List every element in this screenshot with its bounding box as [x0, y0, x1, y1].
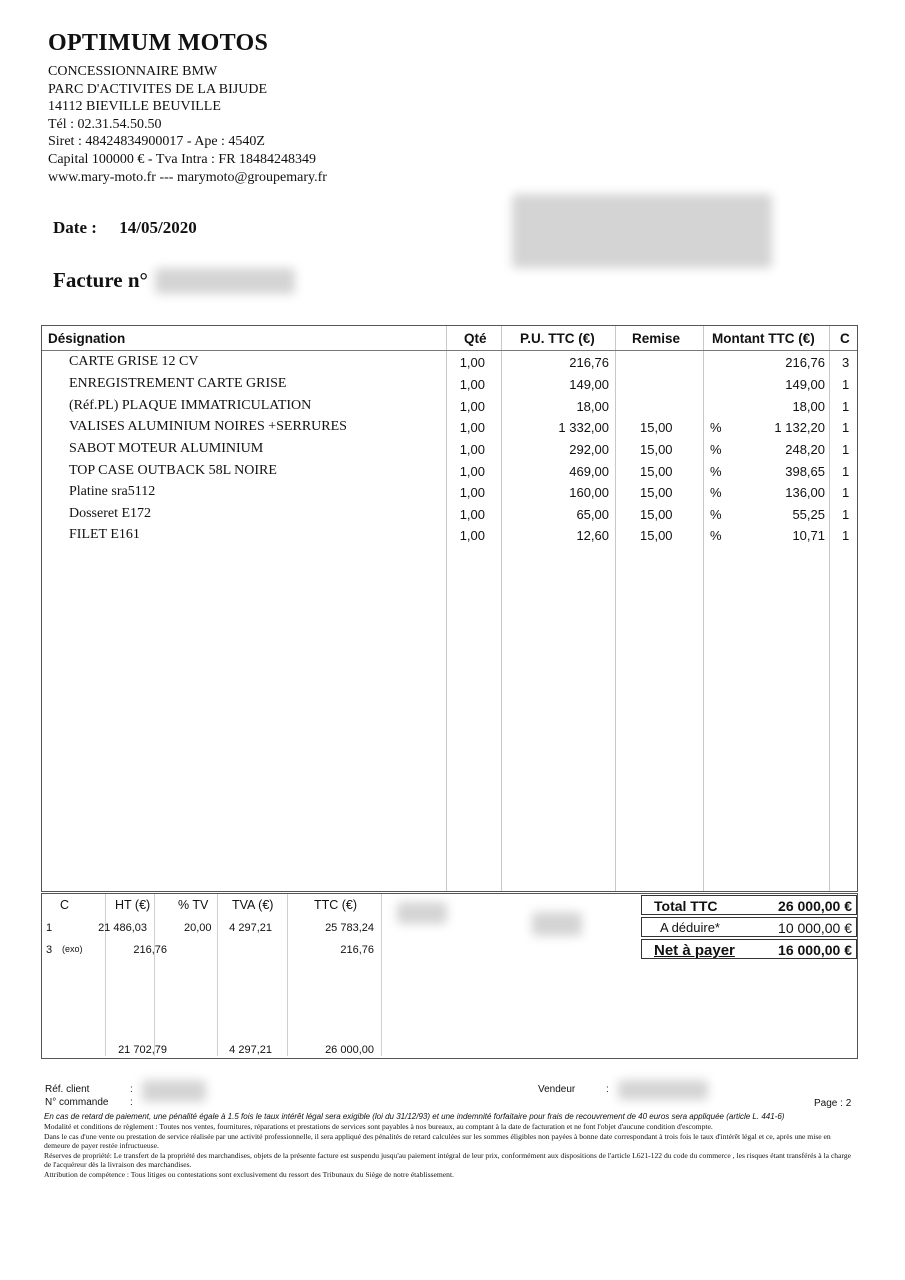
vat-ttc: 216,76 [340, 944, 374, 956]
redacted-invoice-number [155, 268, 295, 294]
items-table-header [42, 326, 857, 351]
commande-label: N° commande [45, 1097, 109, 1108]
col-montant: Montant TTC (€) [712, 331, 815, 346]
item-montant: 18,00 [792, 399, 825, 414]
item-montant: 1 132,20 [774, 420, 825, 435]
item-remise: 15,00 [640, 420, 673, 435]
item-designation: CARTE GRISE 12 CV [69, 354, 199, 369]
col-designation: Désignation [48, 331, 126, 346]
item-montant: 248,20 [785, 442, 825, 457]
item-pu: 292,00 [569, 442, 609, 457]
item-designation: Platine sra5112 [69, 484, 156, 499]
redacted-customer-address [512, 194, 772, 268]
col-remise: Remise [632, 331, 681, 346]
total-ttc-label: Total TTC [654, 898, 718, 914]
item-designation: (Réf.PL) PLAQUE IMMATRICULATION [69, 398, 312, 413]
item-c: 1 [842, 485, 850, 500]
total-ttc-row [641, 895, 857, 915]
vat-col-ht: HT (€) [115, 898, 151, 912]
col-c: C [840, 331, 850, 346]
item-c: 1 [842, 464, 850, 479]
net-a-payer-row [641, 939, 857, 959]
item-montant: 136,00 [785, 485, 825, 500]
deduire-value: 10 000,00 € [778, 920, 852, 936]
table-row [42, 352, 857, 373]
redacted-field [397, 902, 447, 924]
invoice-number-label: Facture n° [53, 268, 148, 292]
redacted-vendeur [618, 1080, 708, 1100]
company-line: CONCESSIONNAIRE BMW [48, 64, 218, 79]
ref-client-label: Réf. client [45, 1084, 90, 1095]
legal-paragraph: Dans le cas d'une vente ou prestation de service réalisée par une activité professionnelle, il sera appliqué des pénalités de retard calculées sur les sommes éligibles non payées à bonne date correspondant à trois fois le taux d'intérêt légal et ce, après une mise en demeure de payer restée infructueuse. [44, 1131, 831, 1151]
legal-paragraph: Modalité et conditions de règlement : Toutes nos ventes, fournitures, réparations et prestations de services sont payables à nos bureaux, au comptant à la date de facturation et ne font l'objet d'aucune condition d'escompte. [44, 1122, 713, 1131]
item-qty: 1,00 [459, 464, 485, 479]
col-qty: Qté [464, 331, 487, 346]
item-qty: 1,00 [459, 399, 485, 414]
item-designation: SABOT MOTEUR ALUMINIUM [69, 441, 264, 456]
company-line: PARC D'ACTIVITES DE LA BIJUDE [48, 81, 268, 97]
item-designation: VALISES ALUMINIUM NOIRES +SERRURES [69, 419, 347, 434]
item-montant: 216,76 [785, 355, 825, 370]
page-number: Page : 2 [814, 1098, 852, 1109]
table-row [42, 461, 857, 482]
late-payment-notice: En cas de retard de paiement, une pénalité égale à 1.5 fois le taux intérêt légal sera exigible (loi du 31/12/93) et une indemnité forfaitaire pour frais de recouvrement de 40 euros sera appliquée (article L. 441-6) [44, 1112, 785, 1121]
company-line: 14112 BIEVILLE BEUVILLE [48, 99, 221, 115]
deduire-row [641, 917, 857, 937]
net-a-payer-value: 16 000,00 € [778, 942, 852, 958]
item-pct: % [710, 442, 722, 457]
legal-notice [44, 1112, 854, 1180]
item-designation: Dosseret E172 [69, 506, 152, 521]
item-montant: 10,71 [792, 528, 825, 543]
item-qty: 1,00 [459, 528, 485, 543]
item-c: 1 [842, 442, 850, 457]
item-c: 1 [842, 399, 850, 414]
item-remise: 15,00 [640, 528, 673, 543]
item-pu: 149,00 [569, 377, 609, 392]
item-pct: % [710, 485, 722, 500]
vat-col-tva: TVA (€) [232, 898, 274, 912]
item-pct: % [710, 507, 722, 522]
item-qty: 1,00 [459, 485, 485, 500]
item-pu: 18,00 [576, 399, 609, 414]
legal-paragraph: Attribution de compétence : Tous litiges ou contestations sont exclusivement du ressort des Tribunaux du Siège de notre établissement. [44, 1169, 454, 1179]
item-pct: % [710, 420, 722, 435]
vat-c: 3 [46, 944, 53, 956]
vat-col-c: C [60, 898, 70, 912]
item-montant: 55,25 [792, 507, 825, 522]
totals-block [641, 895, 857, 961]
vat-total-tva: 4 297,21 [229, 1044, 272, 1056]
item-designation: ENREGISTREMENT CARTE GRISE [69, 376, 287, 391]
vat-total-ht: 21 702,79 [118, 1044, 167, 1056]
item-qty: 1,00 [459, 377, 485, 392]
colon: : [606, 1084, 609, 1095]
colon: : [130, 1084, 133, 1095]
company-name: OPTIMUM MOTOS [48, 30, 269, 56]
legal-paragraph: Réserves de propriété: Le transfert de la propriété des marchandises, objets de la présente facture est suspendu jusqu'au paiement intégral de leur prix, conformément aux dispositions de l'article L621-122 du code du commerce , les risques étant transférés à la charge de l'acquéreur dès la livraison des marchandises. [44, 1150, 852, 1170]
item-pct: % [710, 528, 722, 543]
item-qty: 1,00 [459, 442, 485, 457]
table-row [42, 396, 857, 417]
table-row [42, 374, 857, 395]
vat-col-ttc: TTC (€) [314, 898, 358, 912]
item-pu: 1 332,00 [558, 420, 609, 435]
vendeur-label: Vendeur [538, 1084, 576, 1095]
item-c: 1 [842, 528, 850, 543]
item-qty: 1,00 [459, 355, 485, 370]
item-c: 1 [842, 377, 850, 392]
table-row [42, 504, 857, 525]
item-pu: 12,60 [576, 528, 609, 543]
vat-tv: 20,00 [184, 922, 212, 934]
vat-c: 1 [46, 922, 53, 934]
vat-ht: 21 486,03 [98, 922, 147, 934]
table-row [42, 439, 857, 460]
company-line: Tél : 02.31.54.50.50 [48, 116, 162, 132]
item-remise: 15,00 [640, 507, 673, 522]
col-pu: P.U. TTC (€) [520, 331, 595, 346]
colon: : [130, 1097, 133, 1108]
company-line: Capital 100000 € - Tva Intra : FR 18484248349 [48, 151, 317, 167]
item-montant: 149,00 [785, 377, 825, 392]
table-row [42, 525, 857, 546]
net-a-payer-label: Net à payer [654, 942, 735, 959]
item-remise: 15,00 [640, 464, 673, 479]
company-header [48, 30, 327, 186]
invoice-date [53, 218, 197, 238]
item-pu: 469,00 [569, 464, 609, 479]
item-qty: 1,00 [459, 507, 485, 522]
vat-tva: 4 297,21 [229, 922, 272, 934]
vat-total-ttc: 26 000,00 [325, 1044, 374, 1056]
item-designation: TOP CASE OUTBACK 58L NOIRE [69, 463, 277, 478]
items-table [41, 325, 858, 892]
item-remise: 15,00 [640, 442, 673, 457]
item-pu: 65,00 [576, 507, 609, 522]
total-ttc-value: 26 000,00 € [778, 898, 852, 914]
company-line: Siret : 48424834900017 - Ape : 4540Z [48, 134, 265, 150]
vat-ht: 216,76 [133, 944, 167, 956]
item-pct: % [710, 464, 722, 479]
item-remise: 15,00 [640, 485, 673, 500]
vat-ttc: 25 783,24 [325, 922, 374, 934]
date-label: Date : [53, 218, 97, 237]
item-c: 1 [842, 507, 850, 522]
date-value: 14/05/2020 [119, 218, 197, 237]
table-row [42, 482, 857, 503]
item-c: 3 [842, 355, 850, 370]
invoice-number [53, 268, 148, 293]
redacted-field [532, 912, 582, 936]
table-row [42, 417, 857, 438]
item-designation: FILET E161 [69, 527, 140, 542]
item-pu: 216,76 [569, 355, 609, 370]
vat-col-tv: % TV [178, 898, 209, 912]
item-pu: 160,00 [569, 485, 609, 500]
company-line: www.mary-moto.fr --- marymoto@groupemary.fr [48, 169, 327, 185]
item-montant: 398,65 [785, 464, 825, 479]
item-qty: 1,00 [459, 420, 485, 435]
item-c: 1 [842, 420, 850, 435]
vat-exo: (exo) [62, 944, 83, 954]
deduire-label: A déduire* [660, 920, 720, 935]
redacted-ref-client [142, 1080, 206, 1102]
